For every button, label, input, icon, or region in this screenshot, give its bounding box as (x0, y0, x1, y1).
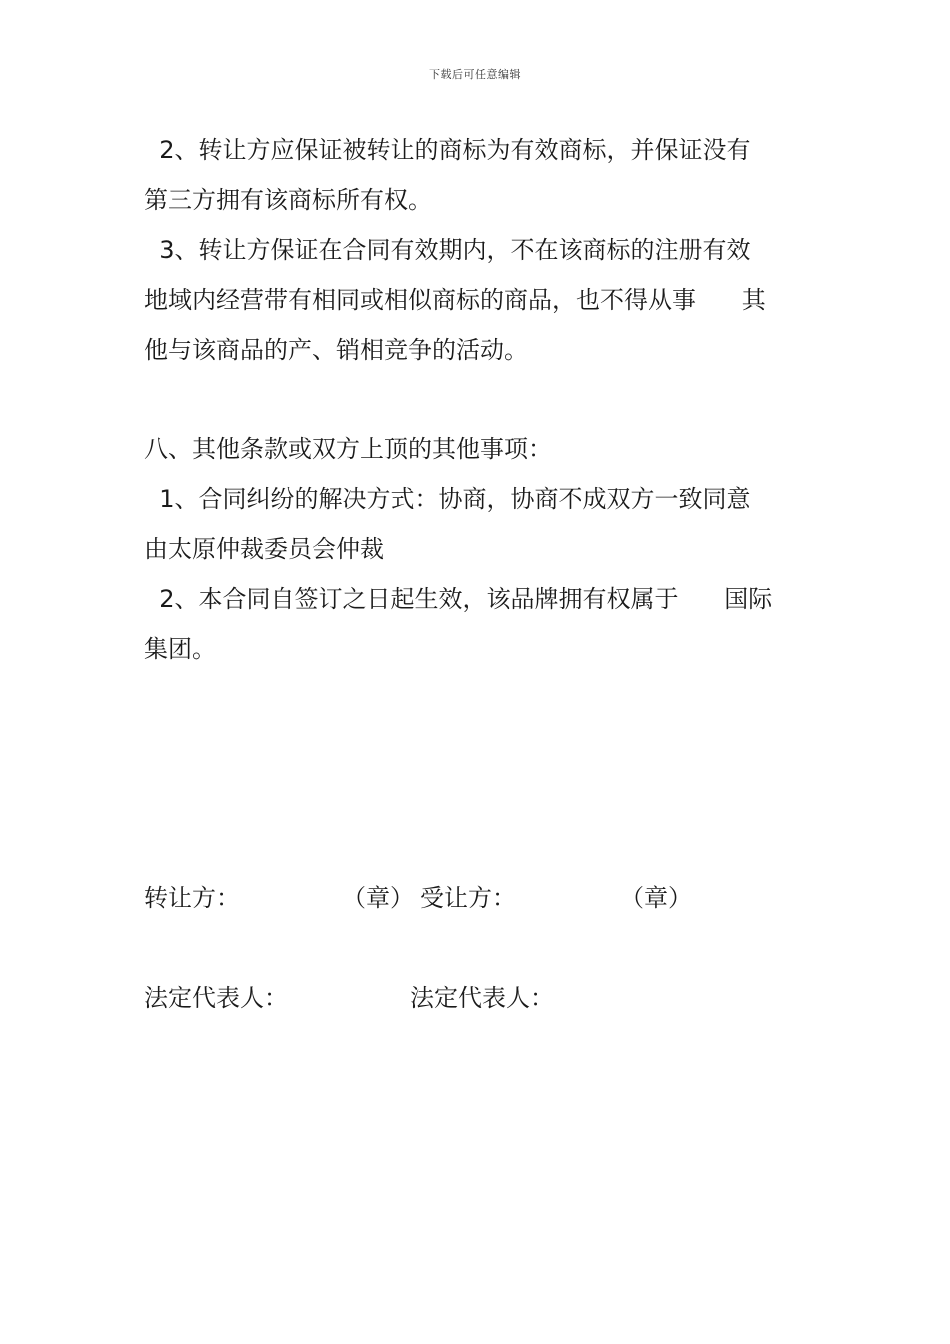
page-header-note: 下载后可任意编辑 (429, 68, 521, 81)
transferor-label: 转让方： (144, 884, 240, 912)
section-heading: 八、其他条款或双方上顶的其他事项： (144, 435, 552, 463)
paragraph-line: 2、本合同自签订之日起生效，该品牌拥有权属于 国际 (144, 585, 773, 613)
paragraph-line: 由太原仲裁委员会仲裁 (144, 535, 384, 563)
paragraph-line: 1、合同纠纷的解决方式：协商，协商不成双方一致同意 (144, 485, 751, 513)
paragraph-line: 第三方拥有该商标所有权。 (144, 186, 432, 214)
legal-representative-label-1: 法定代表人： (144, 984, 288, 1012)
legal-representative-label-2: 法定代表人： (410, 984, 554, 1012)
paragraph-line: 集团。 (144, 635, 216, 663)
transferee-label: 受让方： (420, 884, 516, 912)
paragraph-line: 2、转让方应保证被转让的商标为有效商标，并保证没有 (144, 136, 751, 164)
paragraph-line: 3、转让方保证在合同有效期内，不在该商标的注册有效 (144, 236, 751, 264)
transferor-seal: （章） (342, 884, 414, 912)
paragraph-line: 地域内经营带有相同或相似商标的商品，也不得从事 其 (144, 286, 766, 314)
transferee-seal: （章） (620, 884, 692, 912)
paragraph-line: 他与该商品的产、销相竞争的活动。 (144, 336, 528, 364)
